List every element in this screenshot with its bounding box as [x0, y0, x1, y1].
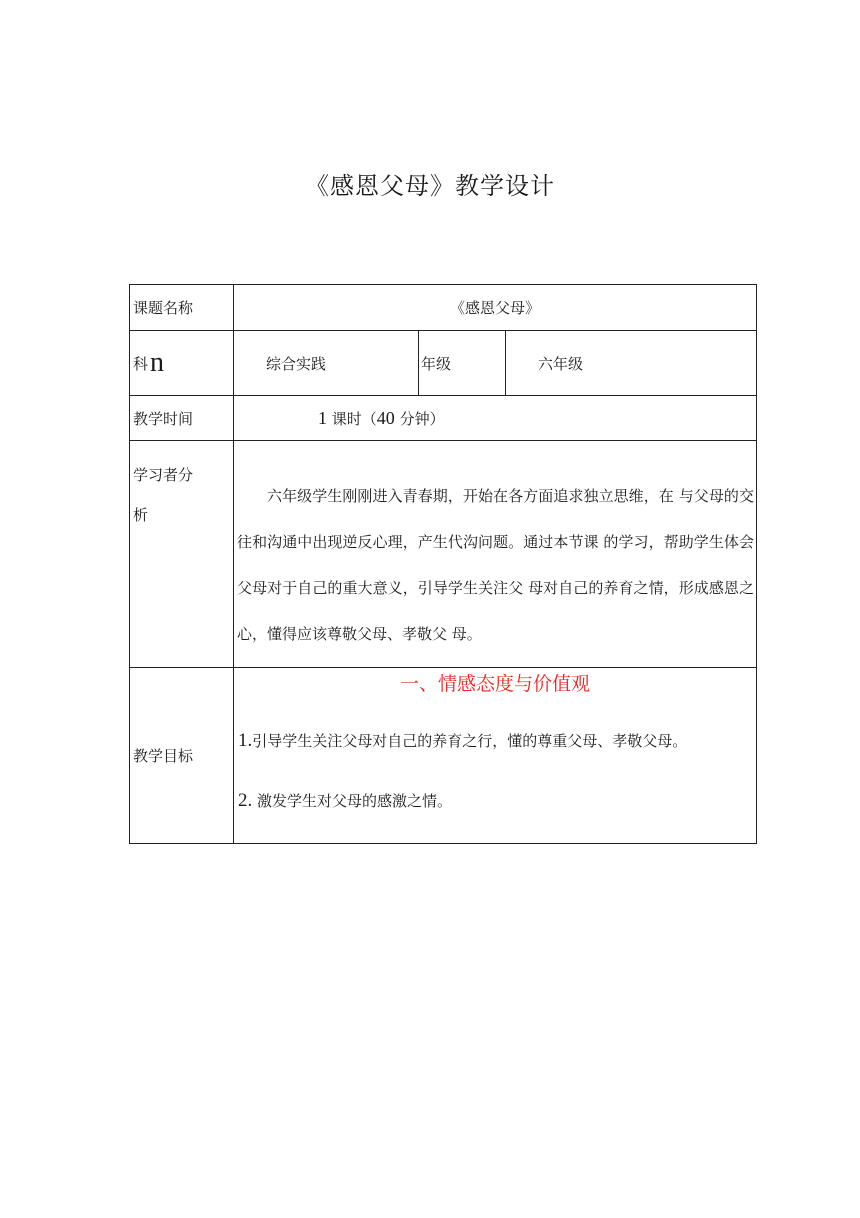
- table-row-topic: [130, 285, 757, 331]
- goals-label: 教学目标: [130, 668, 234, 844]
- time-minutes-text: 分钟）: [399, 409, 445, 428]
- time-label: 教学时间: [130, 396, 234, 441]
- table-row-analysis: [130, 441, 757, 668]
- goal-text: 引导学生关注父母对自己的养育之行，懂的尊重父母、孝敬父母。: [252, 732, 688, 750]
- goal-text: 激发学生对父母的感激之情。: [252, 792, 453, 810]
- time-number: 1: [318, 407, 327, 428]
- grade-label: 年级: [419, 331, 506, 396]
- goal-item: [238, 730, 752, 752]
- topic-value: 《感恩父母》: [234, 285, 757, 331]
- time-unit-text: 课时（: [331, 409, 377, 428]
- goal-number: 1.: [238, 730, 253, 751]
- goals-content: [234, 668, 757, 844]
- table-row-goals: [130, 668, 757, 844]
- analysis-label-line2: 析: [133, 506, 149, 524]
- goals-heading: 一、情感态度与价值观: [399, 673, 590, 695]
- analysis-text: 六年级学生刚刚进入青春期，开始在各方面追求独立思维，在 与父母的交往和沟通中出现逆反心理，产生代沟问题。通过本节课 的学习，帮助学生体会父母对于自己的重大意义，引导学生关注父 母对自己的养育之情，形成感恩之心，懂得应该尊敬父母、孝敬父 母。: [234, 441, 757, 668]
- page-title: 《感恩父母》教学设计: [305, 172, 555, 200]
- lesson-plan-table: [129, 284, 757, 844]
- grade-value: 六年级: [506, 331, 757, 396]
- topic-label: 课题名称: [130, 285, 234, 331]
- subject-label: 科: [133, 355, 149, 373]
- time-value: [234, 396, 757, 441]
- table-row-subject: [130, 331, 757, 396]
- analysis-label: [130, 441, 234, 668]
- goal-number: 2.: [238, 790, 253, 811]
- table-row-time: [130, 396, 757, 441]
- time-minutes: 40: [376, 407, 395, 428]
- subject-label-cell: [130, 331, 234, 396]
- subject-label-extra: n: [150, 347, 165, 378]
- analysis-label-line1: 学习者分: [133, 466, 194, 484]
- subject-value: 综合实践: [234, 331, 419, 396]
- goal-item: [238, 790, 752, 812]
